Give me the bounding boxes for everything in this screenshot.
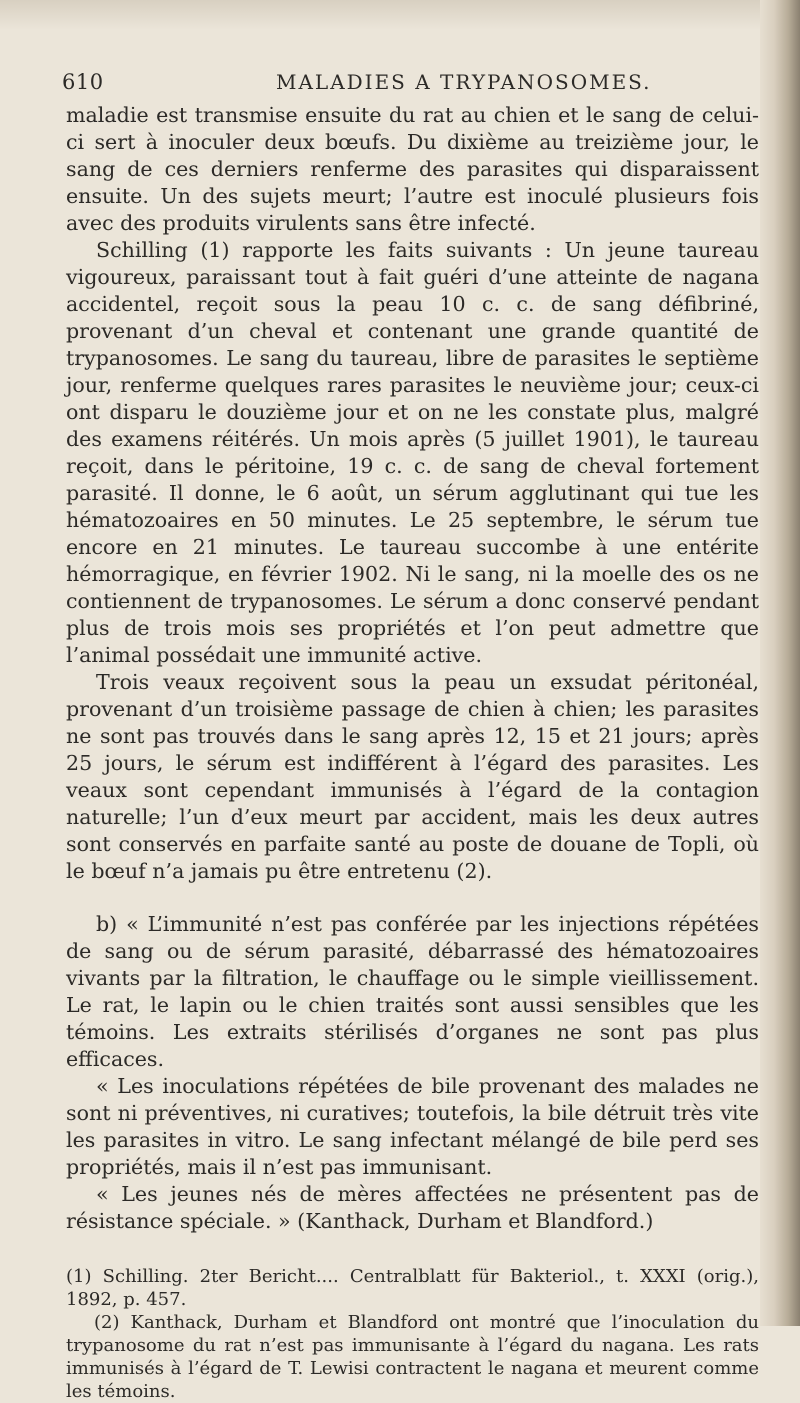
top-shadow xyxy=(0,0,800,30)
book-page xyxy=(62,62,759,1403)
paragraph-section-b: b) « L’immunité n’est pas conférée par les injections répétées de sang ou de sérum parasité, débarrassé des hématozoaires vivants par la filtration, le chauffage ou le simple vieillissement. Le rat, le lapin ou le chien traités sont aussi sensibles que les témoins. Les extraits stérilisés d’organes ne sont pas plus efficaces. xyxy=(66,912,759,1071)
paragraph-continuation: maladie est transmise ensuite du rat au chien et le sang de celui-ci sert à inoculer deux bœufs. Du dixième au treizième jour, le sang de ces derniers renferme des parasites qui disparaissent ensuite. Un des sujets meurt; l’autre est inoculé plusieurs fois avec des produits virulents sans être infecté. xyxy=(66,103,759,235)
running-head xyxy=(62,62,759,96)
paragraph-trois-veaux: Trois veaux reçoivent sous la peau un exsudat péritonéal, provenant d’un troisième passage de chien à chien; les parasites ne sont pas trouvés dans le sang après 12, 15 et 21 jours; après 25 jours, le sérum est indifférent à l’égard des parasites. Les veaux sont cependant immunisés à l’égard de la contagion naturelle; l’un d’eux meurt par accident, mais les deux autres sont conservés en parfaite santé au poste de douane de Topli, où le bœuf n’a jamais pu être entretenu (2). xyxy=(66,670,759,883)
paragraph-jeunes: « Les jeunes nés de mères affectées ne présentent pas de résistance spéciale. » (Kanthack, Durham et Blandford.) xyxy=(66,1182,759,1233)
footnote-1: (1) Schilling. 2ter Bericht.... Centralblatt für Bakteriol., t. XXXI (orig.), 1892, p. 457. xyxy=(66,1266,759,1310)
footnote-2: (2) Kanthack, Durham et Blandford ont montré que l’inoculation du trypanosome du rat n’est pas immunisante à l’égard du nagana. Les rats immunisés à l’égard de T. Lewisi contractent le nagana et meurent comme les témoins. xyxy=(66,1312,759,1402)
page-edge-shadow xyxy=(760,0,800,1326)
page-number: 610 xyxy=(62,70,104,94)
paragraph-schilling: Schilling (1) rapporte les faits suivants : Un jeune taureau vigoureux, paraissant tout à fait guéri d’une atteinte de nagana accidentel, reçoit sous la peau 10 c. c. de sang défibriné, provenant d’un cheval et contenant une grande quantité de trypanosomes. Le sang du taureau, libre de parasites le septième jour, renferme quelques rares parasites le neuvième jour; ceux-ci ont disparu le douzième jour et on ne les constate plus, malgré des examens réitérés. Un mois après (5 juillet 1901), le taureau reçoit, dans le péritoine, 19 c. c. de sang de cheval fortement parasité. Il donne, le 6 août, un sérum agglutinant qui tue les hématozoaires en 50 minutes. Le 25 septembre, le sérum tue encore en 21 minutes. Le taureau succombe à une entérite hémorragique, en février 1902. Ni le sang, ni la moelle des os ne contiennent de trypanosomes. Le sérum a donc conservé pendant plus de trois mois ses propriétés et l’on peut admettre que l’animal possédait une immunité active. xyxy=(66,238,759,667)
body-text xyxy=(66,102,759,1235)
footnotes xyxy=(66,1265,759,1403)
paragraph-bile: « Les inoculations répétées de bile provenant des malades ne sont ni préventives, ni curatives; toutefois, la bile détruit très vite les parasites in vitro. Le sang infectant mélangé de bile perd ses propriétés, mais il n’est pas immunisant. xyxy=(66,1074,759,1179)
running-title: MALADIES A TRYPANOSOMES. xyxy=(276,70,652,94)
